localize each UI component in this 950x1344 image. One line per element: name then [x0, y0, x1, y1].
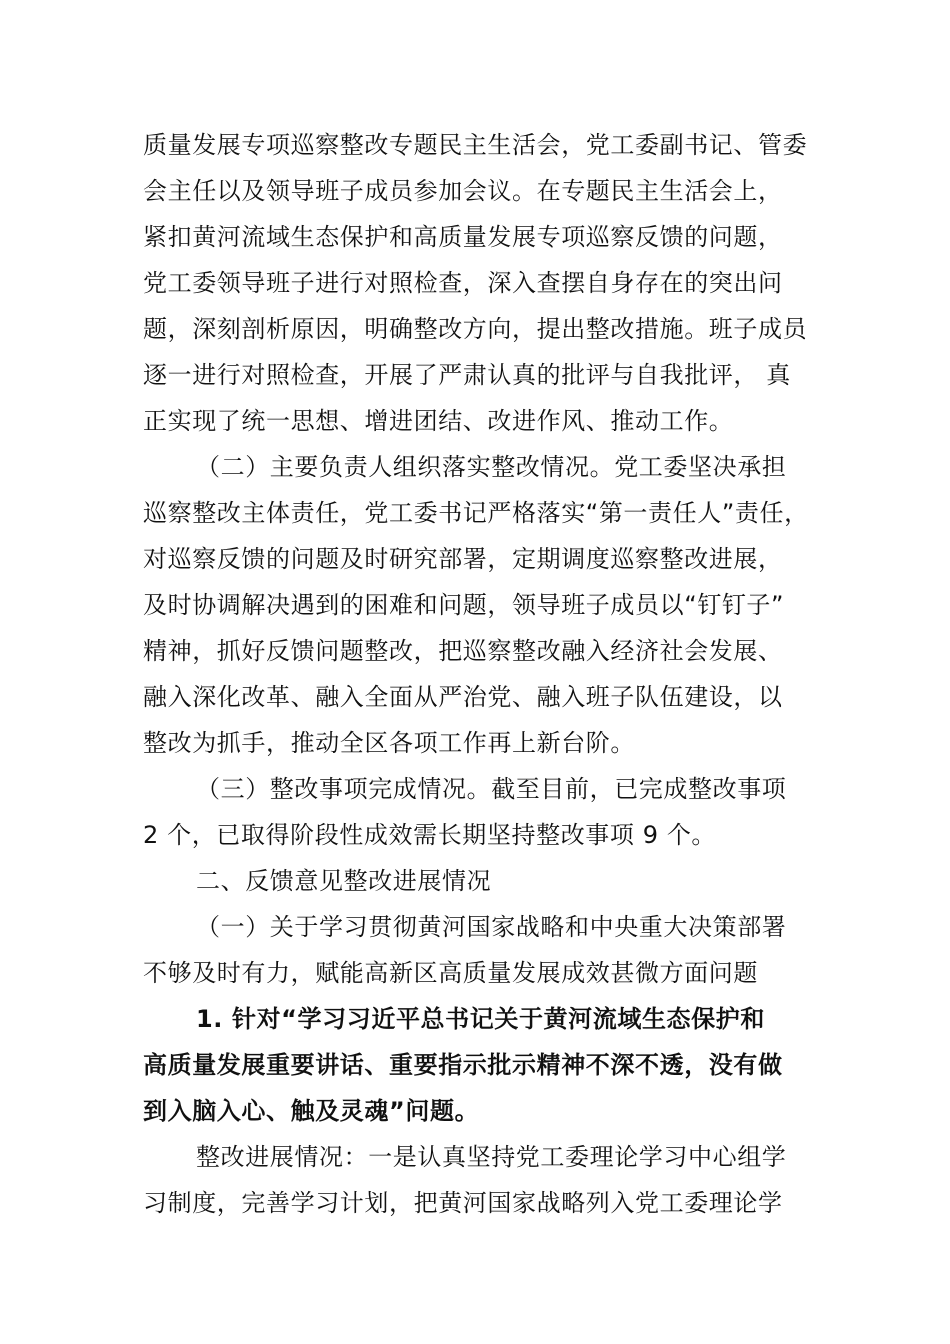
bold-item-line: 高质量发展重要讲话、重要指示批示精神不深不透，没有做 [143, 1051, 783, 1079]
text-line: 会主任以及领导班子成员参加会议。在专题民主生活会上， [143, 177, 783, 205]
text-line: 题，深刻剖析原因，明确整改方向，提出整改措施。班子成员 [143, 315, 808, 343]
text-line: 对巡察反馈的问题及时研究部署，定期调度巡察整改进展， [143, 545, 783, 573]
text-line: 整改为抓手，推动全区各项工作再上新台阶。 [143, 729, 635, 757]
section-heading-2: （二）主要负责人组织落实整改情况。党工委坚决承担 [196, 453, 787, 481]
text-line: 及时协调解决遇到的困难和问题，领导班子成员以“钉钉子” [143, 591, 785, 619]
text-line: 正实现了统一思想、增进团结、改进作风、推动工作。 [143, 407, 734, 435]
bold-item-line: 到入脑入心、触及灵魂”问题。 [143, 1097, 480, 1125]
text-line: 紧扣黄河流域生态保护和高质量发展专项巡察反馈的问题， [143, 223, 783, 251]
text-line: 党工委领导班子进行对照检查，深入查摆自身存在的突出问 [143, 269, 783, 297]
subsection-heading-1: （一）关于学习贯彻黄河国家战略和中央重大决策部署 [196, 913, 787, 941]
text-line: 巡察整改主体责任，党工委书记严格落实“第一责任人”责任， [143, 499, 809, 527]
progress-paragraph: 整改进展情况：一是认真坚持党工委理论学习中心组学 [196, 1143, 787, 1171]
text-line: 习制度，完善学习计划，把黄河国家战略列入党工委理论学 [143, 1189, 783, 1217]
section-heading-3: （三）整改事项完成情况。截至目前，已完成整改事项 [196, 775, 787, 803]
text-line: 不够及时有力，赋能高新区高质量发展成效甚微方面问题 [143, 959, 758, 987]
text-line: 质量发展专项巡察整改专题民主生活会，党工委副书记、管委 [143, 131, 808, 159]
text-line: 精神，抓好反馈问题整改，把巡察整改融入经济社会发展、 [143, 637, 783, 665]
bold-item-heading: 1. 针对“学习习近平总书记关于黄河流域生态保护和 [196, 1005, 765, 1033]
text-line: 逐一进行对照检查，开展了严肃认真的批评与自我批评， 真 [143, 361, 791, 389]
text-line: 2 个，已取得阶段性成效需长期坚持整改事项 9 个。 [143, 821, 717, 849]
text-line: 融入深化改革、融入全面从严治党、融入班子队伍建设，以 [143, 683, 783, 711]
chapter-heading: 二、反馈意见整改进展情况 [196, 867, 492, 895]
